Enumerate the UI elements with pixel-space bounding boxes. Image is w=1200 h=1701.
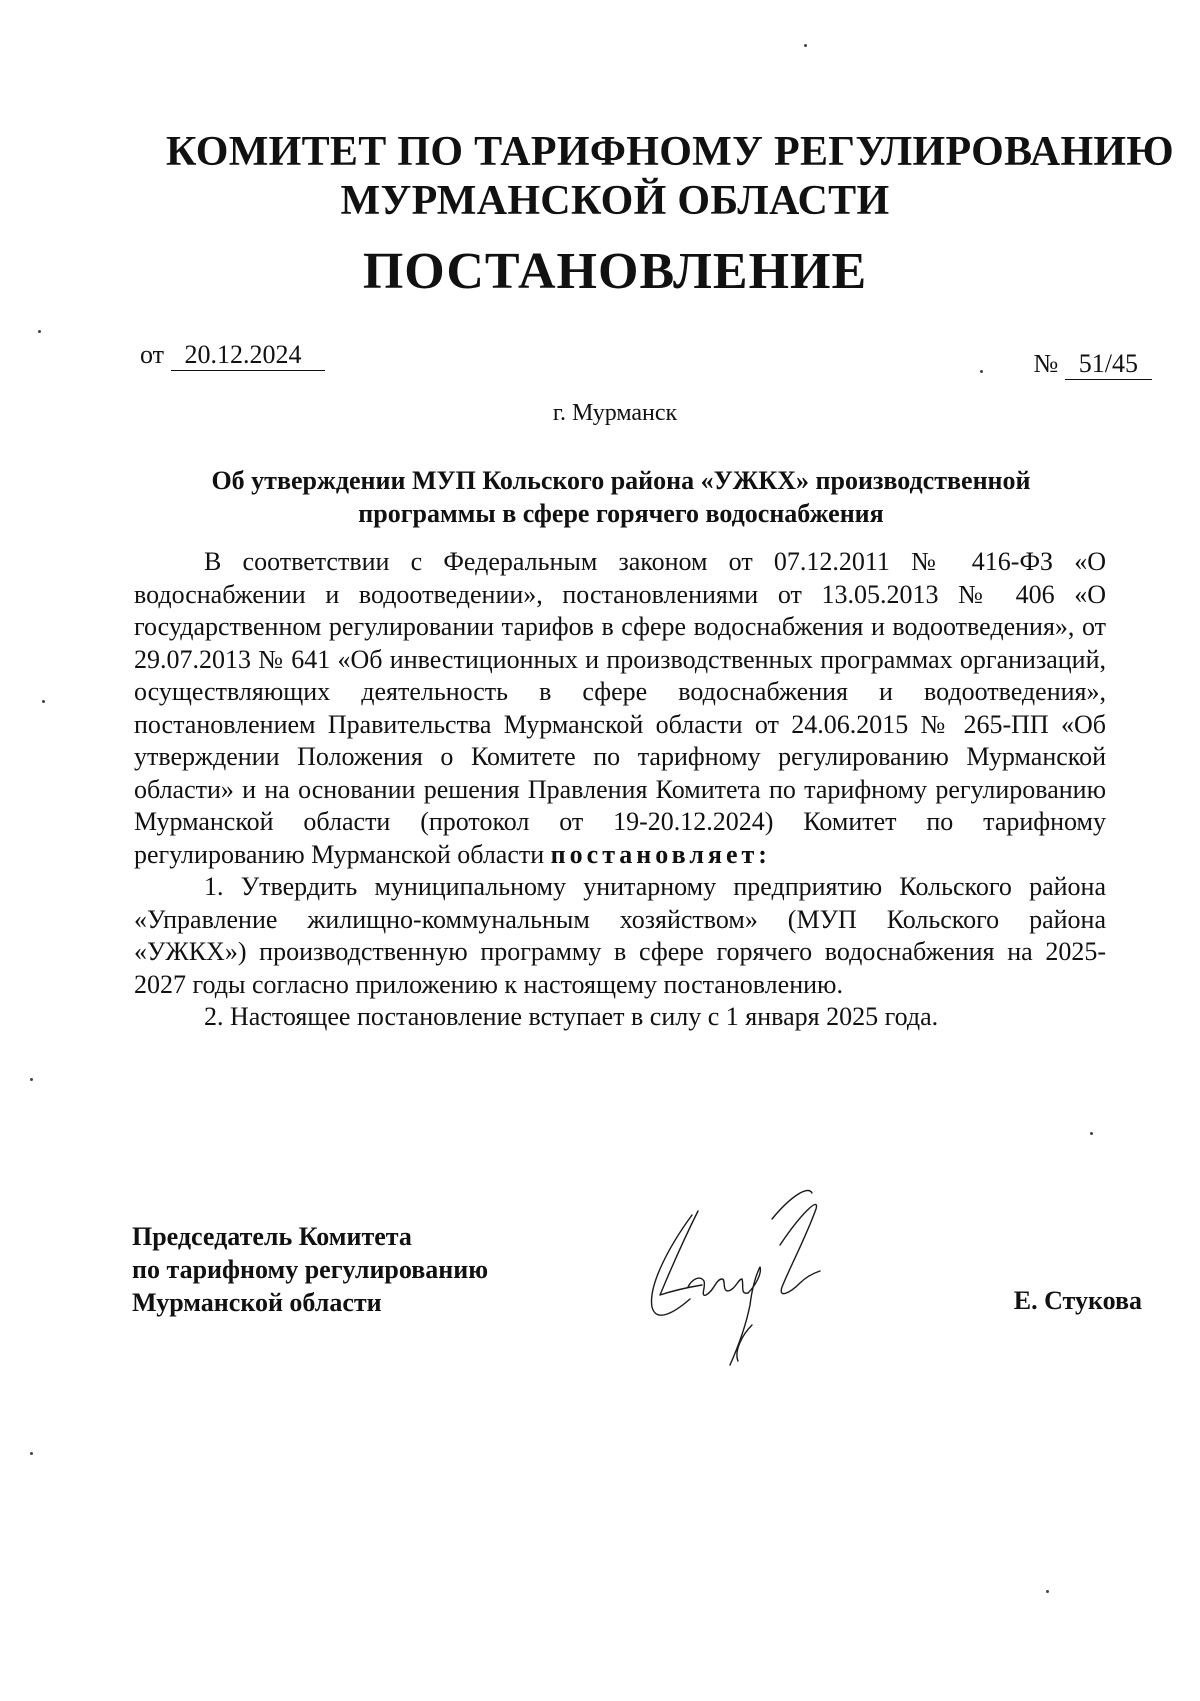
signatory-name: Е. Стукова <box>1013 1286 1142 1315</box>
document-number <box>1033 349 1152 380</box>
number-prefix: № <box>1033 349 1059 378</box>
signatory-title-line1: Председатель Комитета <box>132 1222 412 1251</box>
preamble-text: В соответствии с Федеральным законом от 07.12.2011 № 416-ФЗ «О водоснабжении и водоотведении», постановлениями от 13.05.2013 № 406 «О государственном регулировании тарифов в сфере водоснабжения и водоотведения», от 29.07.2013 № 641 «Об инвестиционных и производственных программах организаций, осуществляющих деятельность в сфере водоснабжения и водоотведения», постановлением Правительства Мурманской области от 24.06.2015 № 265-ПП «Об утверждении Положения о Комитете по тарифному регулированию Мурманской области» и на основании решения Правления Комитета по тарифному регулированию Мурманской области (протокол от 19-20.12.2024) Комитет по тарифному регулированию Мурманской области <box>134 547 1106 869</box>
document-subject <box>140 464 1102 530</box>
number-value: 51/45 <box>1065 349 1152 380</box>
city-name: г. Мурманск <box>552 400 678 426</box>
document-type-title: ПОСТАНОВЛЕНИЕ <box>362 243 868 300</box>
signatory-title-line3: Мурманской области <box>132 1288 382 1317</box>
scan-speck <box>38 330 41 333</box>
resolution-item-1: 1. Утвердить муниципальному унитарному предприятию Кольского района «Управление жилищно-коммунальным хозяйством» (МУП Кольского района «УЖКХ») производственную программу в сфере горячего водоснабжения на 2025-2027 годы согласно приложению к настоящему постановлению. <box>134 872 1106 999</box>
subject-line1: Об утверждении МУП Кольского района «УЖКХ» производственной <box>211 466 1031 495</box>
scan-speck <box>1090 1132 1093 1135</box>
date-value: 20.12.2024 <box>171 340 325 371</box>
signatory-title <box>132 1220 488 1319</box>
document-date <box>140 340 325 371</box>
org-name-line1: КОМИТЕТ ПО ТАРИФНОМУ РЕГУЛИРОВАНИЮ <box>166 129 1174 175</box>
scan-speck <box>804 44 807 47</box>
org-name-line2: МУРМАНСКОЙ ОБЛАСТИ <box>340 178 890 224</box>
scan-speck <box>30 1452 33 1455</box>
scan-speck <box>980 370 983 373</box>
document-body <box>134 546 1106 1034</box>
scan-speck <box>42 700 45 703</box>
resolution-item-2: 2. Настоящее постановление вступает в силу с 1 января 2025 года. <box>204 1002 939 1031</box>
date-prefix: от <box>140 340 165 369</box>
signatory-title-line2: по тарифному регулированию <box>132 1255 489 1284</box>
preamble-paragraph <box>134 546 1106 871</box>
scan-speck <box>30 1078 33 1081</box>
handwritten-signature <box>630 1175 870 1385</box>
subject-line2: программы в сфере горячего водоснабжения <box>358 499 884 528</box>
resolves-word: постановляет: <box>550 839 771 869</box>
scan-speck <box>1046 1590 1049 1593</box>
